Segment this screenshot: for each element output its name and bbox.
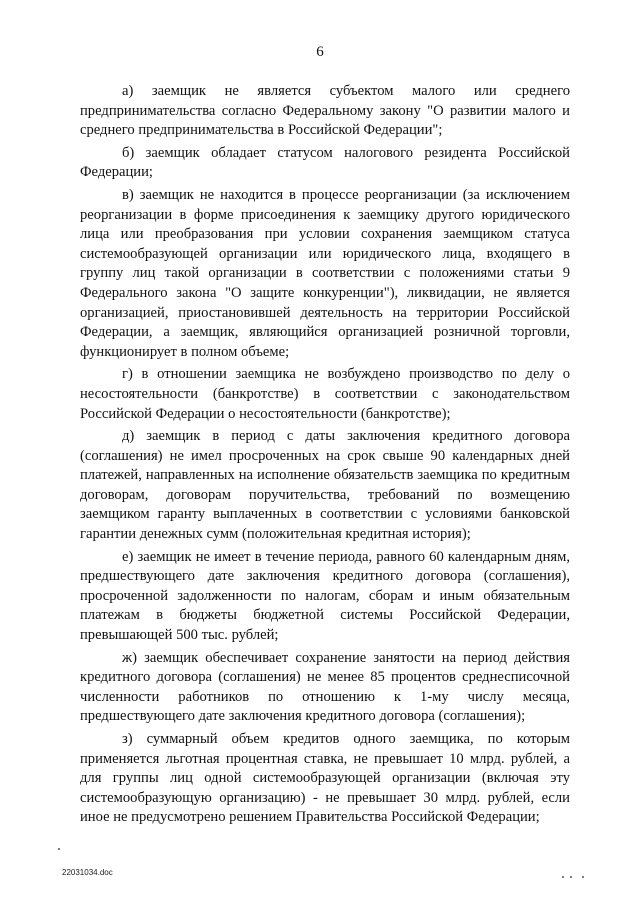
scan-artifact: [562, 876, 564, 878]
paragraph-e: е) заемщик не имеет в течение периода, равного 60 календарным дням, предшествующего дате заключения кредитного договора (соглашения), просроченной задолженности по налогам, сборам и иным обязательным платежам в бюджеты бюджетной системы Российской Федерации, превышающей 500 тыс. рублей;: [80, 548, 570, 644]
scan-artifact: [58, 848, 60, 850]
page-number: 6: [316, 44, 324, 60]
paragraph-zh: ж) заемщик обеспечивает сохранение занятости на период действия кредитного договора (соглашения) не менее 85 процентов среднесписочной численности работников по отношению к 1-му числу месяца, предшествующего дате заключения кредитного договора (соглашения);: [80, 649, 570, 725]
paragraph-b: б) заемщик обладает статусом налогового резидента Российской Федерации;: [80, 144, 570, 181]
paragraph-g: г) в отношении заемщика не возбуждено производство по делу о несостоятельности (банкротстве) в соответствии с законодательством Российской Федерации о несостоятельности (банкротстве);: [80, 366, 570, 422]
paragraph-d: д) заемщик в период с даты заключения кредитного договора (соглашения) не имел просроченных на срок свыше 90 календарных дней платежей, направленных на исполнение обязательств заемщика по кредитным договорам, договорам поручительства, требований по возмещению заемщиком гаранту выплаченных в соответствии с условиями банковской гарантии денежных сумм (положительная кредитная история);: [80, 428, 570, 543]
paragraph-a: а) заемщик не является субъектом малого или среднего предпринимательства согласно Федеральному закону "О развитии малого и среднего предпринимательства в Российской Федерации";: [80, 83, 570, 139]
document-body: [80, 82, 570, 828]
scan-artifact: [582, 876, 584, 878]
scan-artifact: [570, 876, 572, 878]
footer-filename: 22031034.doc: [62, 868, 113, 877]
paragraph-v: в) заемщик не находится в процессе реорганизации (за исключением реорганизации в форме присоединения к заемщику другого юридического лица или преобразования при условии сохранения заемщиком статуса системообразующей организации или юридического лица, входящего в группу лиц такой организации в соответствии с положениями статьи 9 Федерального закона "О защите конкуренции"), ликвидации, не является организацией, приостановившей деятельность на территории Российской Федерации, а заемщик, являющийся организацией розничной торговли, функционирует в полном объеме;: [80, 186, 570, 360]
paragraph-z: з) суммарный объем кредитов одного заемщика, по которым применяется льготная процентная ставка, не превышает 10 млрд. рублей, а для группы лиц одной системообразующей организации (включая эту системообразующую организацию) - не превышает 30 млрд. рублей, если иное не предусмотрено решением Правительства Российской Федерации;: [80, 731, 570, 826]
